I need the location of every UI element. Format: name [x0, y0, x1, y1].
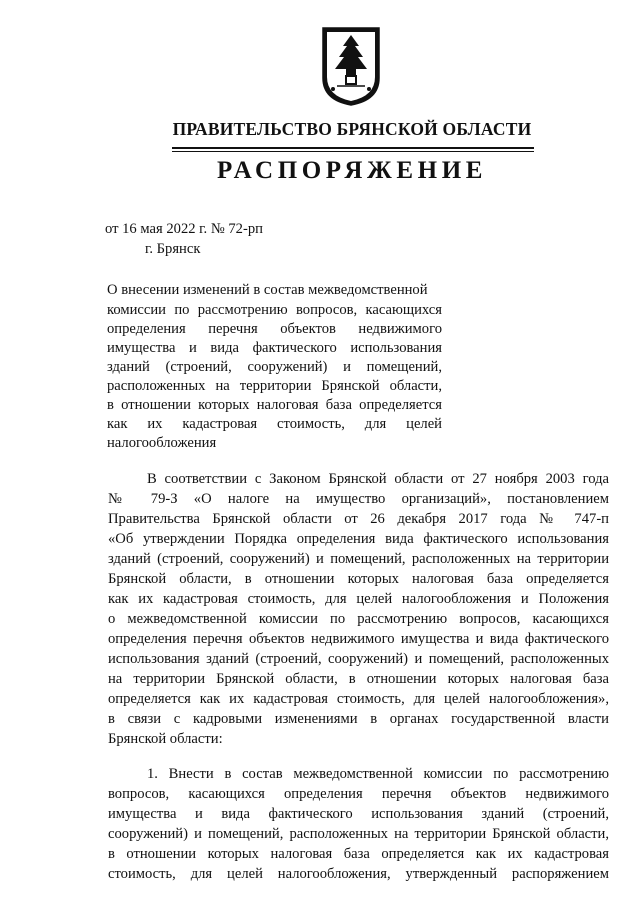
- preamble-line: В соответствии с Законом Брянской области от 27 ноября 2003 года: [147, 471, 609, 487]
- subject-line: имущества и вида фактического использования: [107, 340, 442, 356]
- preamble-line: зданий (строений, сооружений) и помещений, расположенных на территории: [108, 551, 609, 567]
- city-line: г. Брянск: [145, 241, 201, 257]
- item-1-line: сооружений) и помещений, расположенных на территории Брянской области,: [108, 826, 609, 842]
- preamble-line: о межведомственной комиссии по рассмотрению вопросов, касающихся: [108, 611, 609, 627]
- preamble-line: в связи с кадровыми изменениями в органах государственной власти: [108, 711, 609, 727]
- header-rule-thin: [172, 151, 534, 152]
- preamble-line: как их кадастровая стоимость, для целей налогообложения и Положения: [108, 591, 609, 607]
- preamble-line: определения перечня объектов недвижимого имущества и вида фактического: [108, 631, 609, 647]
- subject-line: определения перечня объектов недвижимого: [107, 321, 442, 337]
- preamble-line: № 79-З «О налоге на имущество организаций», постановлением: [108, 491, 609, 507]
- subject-line: О внесении изменений в состав межведомственной: [107, 282, 428, 298]
- item-1-line: стоимость, для целей налогообложения, утвержденный распоряжением: [108, 866, 609, 882]
- item-1-line: в отношении которых налоговая база определяется как их кадастровая: [108, 846, 609, 862]
- preamble-line: Правительства Брянской области от 26 декабря 2017 года № 747-п: [108, 511, 609, 527]
- subject-line: как их кадастровая стоимость, для целей: [107, 416, 442, 432]
- subject-line: зданий (строений, сооружений) и помещений,: [107, 359, 442, 375]
- subject-line: комиссии по рассмотрению вопросов, касающихся: [107, 302, 442, 318]
- preamble-line: Брянской области, в отношении которых налоговая база определяется: [108, 571, 609, 587]
- subject-line: в отношении которых налоговая база определяется: [107, 397, 442, 413]
- subject-line: налогообложения: [107, 435, 217, 451]
- document-type-title: РАСПОРЯЖЕНИЕ: [216, 157, 488, 184]
- item-1-line: имущества и вида фактического использования зданий (строений,: [108, 806, 609, 822]
- item-1-line: 1. Внести в состав межведомственной комиссии по рассмотрению: [147, 766, 609, 782]
- item-1-line: вопросов, касающихся определения перечня объектов недвижимого: [108, 786, 609, 802]
- header-rule-thick: [172, 147, 534, 149]
- preamble-line: на территории Брянской области, в отношении которых налоговая база: [108, 671, 609, 687]
- coat-of-arms-emblem: [321, 26, 381, 106]
- preamble-line: использования зданий (строений, сооружений) и помещений, расположенных: [108, 651, 609, 667]
- date-number-line: от 16 мая 2022 г. № 72-рп: [105, 221, 263, 237]
- emblem-graphic: [321, 26, 381, 106]
- subject-line: расположенных на территории Брянской области,: [107, 378, 442, 394]
- preamble-line: определяется как их кадастровая стоимость, для целей налогообложения»,: [108, 691, 609, 707]
- government-name-heading: ПРАВИТЕЛЬСТВО БРЯНСКОЙ ОБЛАСТИ: [172, 119, 532, 139]
- preamble-line: Брянской области:: [108, 731, 223, 747]
- preamble-line: «Об утверждении Порядка определения вида фактического использования: [108, 531, 609, 547]
